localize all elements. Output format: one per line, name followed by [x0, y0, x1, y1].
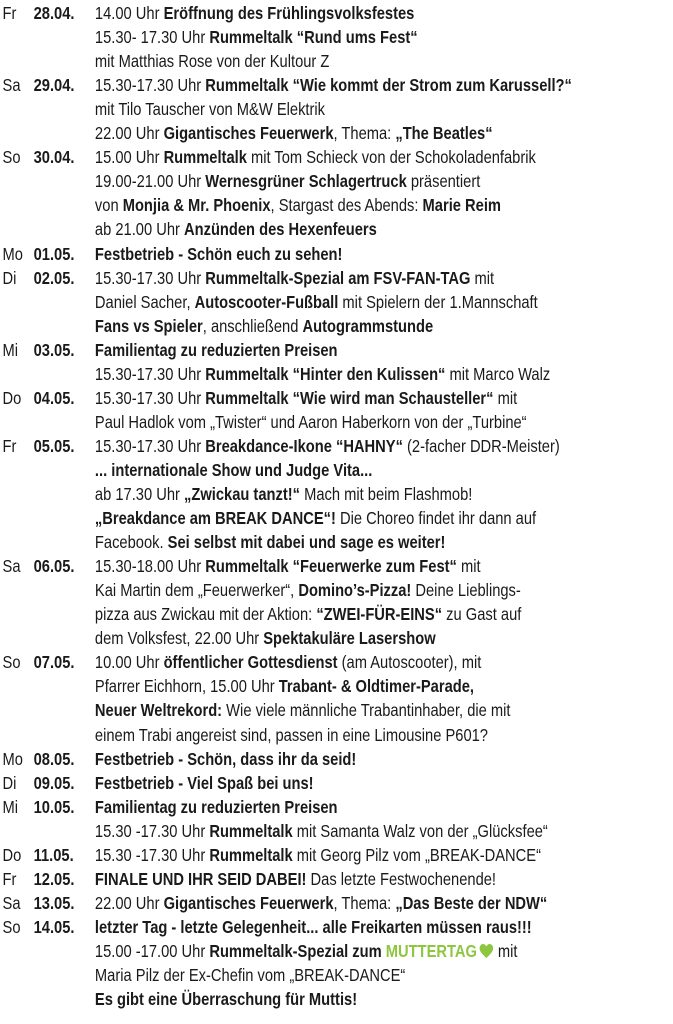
- event-text: [95, 290, 538, 314]
- event-detail: 22.00 Uhr: [94, 123, 164, 144]
- event-detail: mit Matthias Rose von der Kultour Z: [94, 51, 330, 72]
- event-detail: mit Tilo Tauscher von M&W Elektrik: [94, 99, 326, 120]
- date-label: 14.05.: [33, 916, 75, 937]
- event-highlight: öffentlicher Gottesdienst: [163, 652, 338, 673]
- date-label: 09.05.: [33, 772, 75, 793]
- event-detail: 15.30-17.30 Uhr: [94, 363, 206, 384]
- schedule-line: [0, 626, 565, 650]
- event-text: [95, 771, 314, 795]
- event-text: [95, 73, 572, 97]
- schedule-line: [0, 843, 565, 867]
- schedule-line: [0, 819, 565, 843]
- event-highlight: „Breakdance am BREAK DANCE“!: [94, 508, 336, 529]
- event-highlight: Sei selbst mit dabei und sage es weiter!: [167, 532, 446, 553]
- event-detail: 15.30-17.30 Uhr: [94, 267, 206, 288]
- event-text: [95, 723, 488, 747]
- weekday-label: Sa: [2, 892, 21, 913]
- event-highlight: Rummeltalk: [209, 844, 293, 865]
- date-label: 29.04.: [33, 75, 75, 96]
- schedule-line: [0, 723, 565, 747]
- weekday-label: Fr: [2, 3, 17, 23]
- weekday-label: Fr: [2, 435, 17, 456]
- weekday-label: Di: [2, 772, 17, 793]
- event-text: [95, 650, 481, 674]
- date-label: 10.05.: [33, 796, 75, 817]
- event-detail: 15.30-18.00 Uhr: [94, 556, 206, 577]
- event-detail: 15.30-17.30 Uhr: [94, 75, 206, 96]
- weekday-label: Mi: [2, 339, 19, 360]
- schedule-line: [0, 97, 565, 121]
- event-text: [95, 530, 445, 554]
- schedule-line: [0, 145, 565, 169]
- date-label: 07.05.: [33, 652, 75, 673]
- event-highlight: Familientag zu reduzierten Preisen: [94, 339, 338, 360]
- schedule-line: [0, 867, 565, 891]
- date-label: 08.05.: [33, 748, 75, 769]
- event-text: [95, 987, 357, 1011]
- event-detail: mit Georg Pilz vom „BREAK-DANCE“: [292, 844, 541, 865]
- event-detail: mit Samanta Walz von der „Glücksfee“: [292, 820, 548, 841]
- schedule-line: [0, 49, 565, 73]
- event-text: [95, 434, 560, 458]
- event-text: [95, 25, 418, 49]
- schedule-line: [0, 891, 565, 915]
- event-detail: mit Spielern der 1.Mannschaft: [338, 291, 538, 312]
- schedule-line: [0, 410, 565, 434]
- event-highlight: Trabant- & Oldtimer-Parade,: [278, 676, 474, 697]
- event-text: [95, 1, 414, 25]
- event-detail: Facebook.: [94, 532, 168, 553]
- date-label: 13.05.: [33, 892, 75, 913]
- event-text: [95, 963, 405, 987]
- event-highlight: Rummeltalk “Wie kommt der Strom zum Karussell?“: [205, 75, 572, 96]
- event-detail: 15.30 -17.30 Uhr: [94, 820, 210, 841]
- date-label: 12.05.: [33, 868, 75, 889]
- event-detail: Daniel Sacher,: [94, 291, 195, 312]
- event-text: [95, 795, 338, 819]
- event-text: [95, 362, 550, 386]
- weekday-label: Fr: [2, 868, 17, 889]
- event-highlight: Festbetrieb - Viel Spaß bei uns!: [94, 772, 314, 793]
- weekday-label: So: [2, 147, 21, 168]
- event-text: [95, 242, 342, 266]
- weekday-label: Do: [2, 844, 22, 865]
- schedule-line: [0, 169, 565, 193]
- event-text: [95, 97, 325, 121]
- event-highlight: Rummeltalk-Spezial am FSV-FAN-TAG: [205, 267, 471, 288]
- event-detail: einem Trabi angereist sind, passen in eine Limousine P601?: [94, 724, 488, 745]
- event-text: [95, 819, 548, 843]
- event-detail: mit: [493, 940, 518, 961]
- event-detail: mit: [456, 556, 481, 577]
- event-detail: 15.00 Uhr: [94, 147, 164, 168]
- event-highlight: Fans vs Spieler: [94, 315, 203, 336]
- event-detail: pizza aus Zwickau mit der Aktion:: [94, 604, 317, 625]
- event-detail: präsentiert: [406, 171, 481, 192]
- event-detail: ab 17.30 Uhr: [94, 484, 184, 504]
- schedule-line: [0, 386, 565, 410]
- date-label: 03.05.: [33, 339, 75, 360]
- event-detail: (2-facher DDR-Meister): [402, 435, 560, 456]
- event-highlight: Monjia & Mr. Phoenix: [122, 195, 271, 216]
- event-detail: mit Tom Schieck von der Schokoladenfabrik: [246, 147, 536, 168]
- schedule-line: [0, 915, 565, 939]
- event-highlight: Autogrammstunde: [302, 315, 434, 336]
- event-text: [95, 747, 356, 771]
- schedule-line: [0, 602, 565, 626]
- event-text: [95, 410, 527, 434]
- event-highlight: Neuer Weltrekord:: [94, 700, 223, 721]
- weekday-label: So: [2, 652, 21, 673]
- schedule-line: [0, 674, 565, 698]
- event-highlight: Rummeltalk “Feuerwerke zum Fest“: [205, 556, 457, 577]
- event-highlight: Festbetrieb - Schön, dass ihr da seid!: [94, 748, 357, 769]
- event-highlight: letzter Tag - letzte Gelegenheit... alle Freikarten müssen raus!!!: [94, 916, 532, 937]
- schedule-line: [0, 73, 572, 97]
- event-detail: 15.00 -17.00 Uhr: [94, 940, 210, 961]
- event-text: [95, 939, 518, 965]
- schedule-line: [0, 578, 565, 602]
- weekday-label: Mi: [2, 796, 19, 817]
- event-detail: 15.30- 17.30 Uhr: [94, 27, 210, 48]
- event-text: [95, 193, 501, 217]
- schedule-line: [0, 25, 565, 49]
- date-label: 30.04.: [33, 147, 75, 168]
- event-text: [95, 602, 521, 626]
- event-detail: , anschließend: [202, 315, 303, 336]
- schedule-line: [0, 434, 565, 458]
- event-detail: , Stargast des Abends:: [270, 195, 423, 216]
- schedule-line: [0, 987, 565, 1011]
- schedule-line: [0, 506, 565, 530]
- event-highlight: Marie Reim: [422, 195, 501, 216]
- event-text: [95, 121, 493, 145]
- schedule-line: [0, 121, 565, 145]
- event-text: [95, 145, 536, 169]
- date-label: 28.04.: [33, 3, 75, 23]
- event-highlight: Gigantisches Feuerwerk: [163, 123, 334, 144]
- schedule-line: [0, 963, 565, 987]
- schedule-line: [0, 217, 565, 241]
- weekday-label: Do: [2, 387, 22, 408]
- event-detail: , Thema:: [333, 892, 396, 913]
- event-detail: 15.30-17.30 Uhr: [94, 435, 206, 456]
- event-detail: 10.00 Uhr: [94, 652, 164, 673]
- event-detail: dem Volksfest, 22.00 Uhr: [94, 628, 264, 649]
- event-detail: 15.30-17.30 Uhr: [94, 387, 206, 408]
- event-text: [95, 169, 480, 193]
- event-detail: 22.00 Uhr: [94, 892, 164, 913]
- schedule-line: [0, 698, 565, 722]
- event-highlight: Es gibt eine Überraschung für Muttis!: [94, 989, 358, 1010]
- schedule-line: [0, 650, 565, 674]
- weekday-label: So: [2, 916, 21, 937]
- event-highlight: Rummeltalk “Hinter den Kulissen“: [205, 363, 446, 384]
- event-detail: 14.00 Uhr: [94, 3, 164, 23]
- schedule-line: [0, 458, 565, 482]
- event-detail: , Thema:: [333, 123, 396, 144]
- event-text: [95, 867, 496, 891]
- event-highlight: Rummeltalk: [163, 147, 247, 168]
- event-detail: Die Choreo findet ihr dann auf: [335, 508, 537, 529]
- event-text: [95, 386, 517, 410]
- event-detail: Kai Martin dem „Feuerwerker“,: [94, 580, 299, 601]
- schedule-line: [0, 314, 565, 338]
- schedule-line: [0, 290, 565, 314]
- schedule-line: [0, 771, 565, 795]
- event-highlight: Domino’s-Pizza!: [298, 580, 412, 601]
- event-detail: von: [94, 195, 123, 216]
- event-text: [95, 891, 547, 915]
- weekday-label: Sa: [2, 556, 21, 577]
- date-label: 11.05.: [33, 844, 74, 865]
- event-highlight: Rummeltalk-Spezial zum: [209, 940, 386, 961]
- date-label: 05.05.: [33, 435, 75, 456]
- event-detail: 19.00-21.00 Uhr: [94, 171, 206, 192]
- event-detail: Wie viele männliche Trabantinhaber, die mit: [222, 700, 511, 721]
- weekday-label: Di: [2, 267, 17, 288]
- event-detail: mit Marco Walz: [445, 363, 551, 384]
- event-detail: Pfarrer Eichhorn, 15.00 Uhr: [94, 676, 279, 697]
- event-highlight: Gigantisches Feuerwerk: [163, 892, 334, 913]
- event-highlight: Anzünden des Hexenfeuers: [183, 219, 377, 240]
- event-highlight: Familientag zu reduzierten Preisen: [94, 796, 338, 817]
- date-label: 06.05.: [33, 556, 75, 577]
- event-text: [95, 843, 541, 867]
- schedule-line: [0, 1, 565, 25]
- event-detail: Mach mit beim Flashmob!: [299, 484, 473, 504]
- event-highlight: ... internationale Show und Judge Vita...: [94, 459, 373, 480]
- weekday-label: Mo: [2, 748, 23, 769]
- event-highlight: Rummeltalk “Rund ums Fest“: [209, 27, 418, 48]
- event-highlight: “ZWEI-FÜR-EINS“: [316, 604, 443, 625]
- event-detail: mit: [493, 387, 518, 408]
- event-text: [95, 266, 494, 290]
- schedule-line: [0, 530, 565, 554]
- heart-icon: [479, 941, 494, 965]
- weekday-label: Mo: [2, 243, 23, 264]
- schedule-line: [0, 266, 565, 290]
- event-text: [95, 915, 532, 939]
- event-text: [95, 482, 472, 506]
- date-label: 02.05.: [33, 267, 75, 288]
- event-detail: Deine Lieblings-: [411, 580, 521, 601]
- event-text: [95, 338, 338, 362]
- event-highlight: „Zwickau tanzt!“: [183, 484, 300, 504]
- event-highlight: Festbetrieb - Schön euch zu sehen!: [94, 243, 343, 264]
- schedule-line: [0, 242, 565, 266]
- event-highlight: Rummeltalk: [209, 820, 293, 841]
- event-detail: mit: [470, 267, 495, 288]
- event-detail: (am Autoscooter), mit: [337, 652, 482, 673]
- event-text: [95, 49, 329, 73]
- date-label: 01.05.: [33, 243, 75, 264]
- event-text: [95, 578, 521, 602]
- schedule-line: [0, 747, 565, 771]
- event-detail: ab 21.00 Uhr: [94, 219, 184, 240]
- weekday-label: Sa: [2, 75, 21, 96]
- schedule-line: [0, 795, 565, 819]
- event-detail: 15.30 -17.30 Uhr: [94, 844, 210, 865]
- schedule-line: [0, 362, 565, 386]
- event-detail: Paul Hadlok vom „Twister“ und Aaron Haberkorn von der „Turbine“: [94, 411, 527, 432]
- muttertag-highlight: MUTTERTAG: [385, 940, 477, 961]
- event-highlight: FINALE UND IHR SEID DABEI!: [94, 868, 307, 889]
- event-highlight: „The Beatles“: [395, 123, 493, 144]
- event-text: [95, 674, 474, 698]
- event-text: [95, 458, 372, 482]
- schedule-line: [0, 193, 565, 217]
- event-text: [95, 506, 536, 530]
- event-highlight: Eröffnung des Frühlingsvolksfestes: [163, 3, 415, 23]
- date-label: 04.05.: [33, 387, 75, 408]
- event-highlight: Breakdance-Ikone “HAHNY“: [205, 435, 403, 456]
- event-highlight: „Das Beste der NDW“: [395, 892, 548, 913]
- schedule-line: [0, 482, 565, 506]
- schedule-line: [0, 338, 565, 362]
- schedule-line: [0, 939, 565, 963]
- event-detail: Maria Pilz der Ex-Chefin vom „BREAK-DANCE“: [94, 965, 406, 985]
- event-text: [95, 626, 436, 650]
- event-text: [95, 698, 511, 722]
- schedule-line: [0, 554, 565, 578]
- event-detail: Das letzte Festwochenende!: [306, 868, 497, 889]
- event-text: [95, 314, 433, 338]
- event-highlight: Autoscooter-Fußball: [194, 291, 339, 312]
- event-text: [95, 554, 481, 578]
- event-highlight: Rummeltalk “Wie wird man Schausteller“: [205, 387, 494, 408]
- event-text: [95, 217, 377, 241]
- event-detail: zu Gast auf: [442, 604, 522, 625]
- event-highlight: Spektakuläre Lasershow: [263, 628, 436, 649]
- event-highlight: Wernesgrüner Schlagertruck: [205, 171, 407, 192]
